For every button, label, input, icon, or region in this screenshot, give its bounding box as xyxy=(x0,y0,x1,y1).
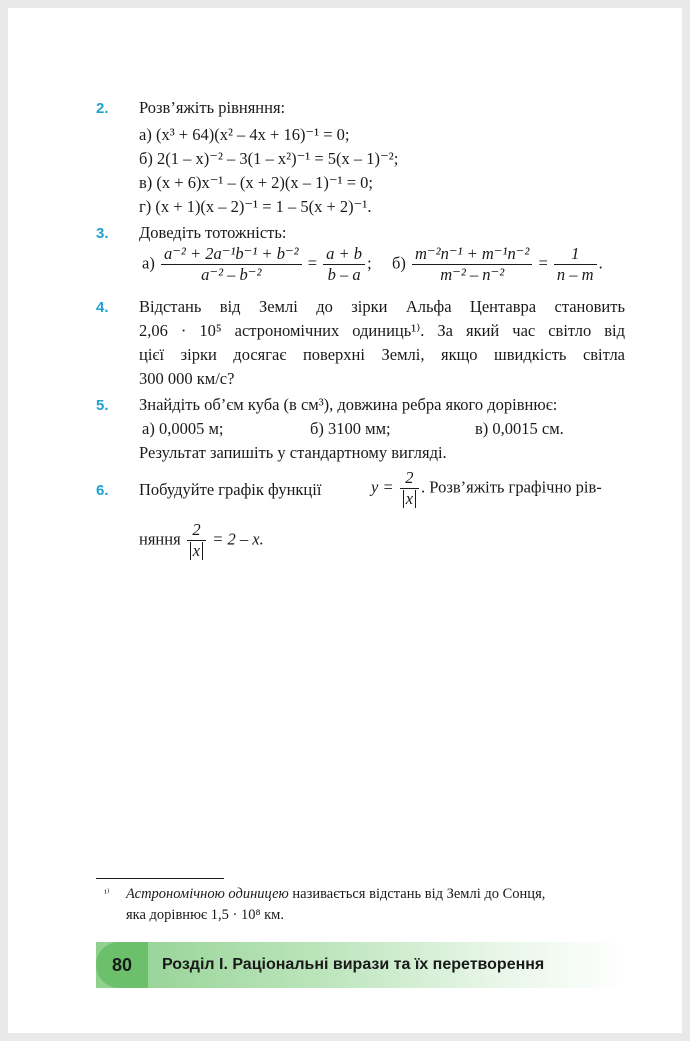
problem-3b-left-fraction: $\frac{\text{m⁻²n⁻¹ + m⁻¹n⁻²}}{\text{m⁻² – n⁻²}}$ xyxy=(412,244,532,285)
footnote-marker: ¹⁾ xyxy=(104,888,110,899)
problem-3a-left-fraction: $\frac{\text{a⁻² + 2a⁻¹b⁻¹ + b⁻²}}{\text{a⁻² – b⁻²}}$ xyxy=(161,244,302,285)
problem-4-number: 4. xyxy=(96,299,109,316)
problem-4-line-4: 300 000 км/с? xyxy=(139,369,235,388)
problem-2a: а) (x³ + 64)(x² – 4x + 16)⁻¹ = 0; xyxy=(139,125,350,144)
footnote-rule xyxy=(96,878,224,879)
problem-6-number: 6. xyxy=(96,482,109,499)
problem-2-title: Розв’яжіть рівняння: xyxy=(139,98,286,117)
problem-4-line-2: 2,06 · 10⁵ астрономічних одиниць¹⁾. За який час світло від xyxy=(139,321,625,340)
problem-5-option-c: в) 0,0015 см. xyxy=(475,419,564,438)
function-fraction: $\frac{2}{x}$ xyxy=(400,468,419,509)
problem-5-number: 5. xyxy=(96,397,109,414)
problem-2b: б) 2(1 – x)⁻² – 3(1 – x²)⁻¹ = 5(x – 1)⁻²; xyxy=(139,149,399,168)
problem-5-option-b: б) 3100 мм; xyxy=(310,419,391,438)
footnote-line-2: яка дорівнює 1,5 · 10⁸ км. xyxy=(126,907,284,923)
chapter-title: Розділ І. Раціональні вирази та їх перетворення xyxy=(162,956,545,973)
page-number: 80 xyxy=(111,955,133,975)
problem-5-title: Знайдіть об’єм куба (в см³), довжина ребра якого дорівнює: xyxy=(139,395,558,414)
textbook-page xyxy=(8,8,682,1033)
problem-4-line-3: цієї зірки досягає поверхні Землі, якщо швидкість світла xyxy=(139,345,625,364)
problem-6-text: Побудуйте графік функції xyxy=(139,480,322,499)
problem-2-number: 2. xyxy=(96,100,109,117)
problem-6-function: y = $\frac{2}{x}$ . Розв’яжіть графічно рів- xyxy=(371,468,602,508)
problem-3b: б) $\frac{\text{m⁻²n⁻¹ + m⁻¹n⁻²}}{\text{m⁻² – n⁻²}}$ = $\frac{1}{n - m}$ . xyxy=(392,244,603,284)
problem-2d: г) (x + 1)(x – 2)⁻¹ = 1 – 5(x + 2)⁻¹. xyxy=(139,197,372,216)
problem-3-number: 3. xyxy=(96,225,109,242)
problem-3a-right-fraction: $\frac{a + b}{b - a}$ xyxy=(323,244,365,285)
equation-fraction: $\frac{2}{x}$ xyxy=(187,520,206,561)
problem-3a: а) $\frac{\text{a⁻² + 2a⁻¹b⁻¹ + b⁻²}}{\text{a⁻² – b⁻²}}$ = $\frac{a + b}{b - a}$ ; xyxy=(142,244,372,284)
problem-4-line-1: Відстань від Землі до зірки Альфа Центавра становить xyxy=(139,297,625,316)
problem-6-equation: няння $\frac{2}{x}$ = 2 – x. xyxy=(139,520,264,560)
problem-5-note: Результат запишіть у стандартному вигляді. xyxy=(139,443,447,462)
problem-3b-right-fraction: $\frac{1}{n - m}$ xyxy=(554,244,597,285)
problem-2c: в) (x + 6)x⁻¹ – (x + 2)(x – 1)⁻¹ = 0; xyxy=(139,173,373,192)
footnote-line-1: Астрономічною одиницею називається відстань від Землі до Сонця, xyxy=(126,886,546,902)
page-content xyxy=(8,8,682,1033)
problem-3-title: Доведіть тотожність: xyxy=(139,223,287,242)
problem-5-option-a: а) 0,0005 м; xyxy=(142,419,224,438)
